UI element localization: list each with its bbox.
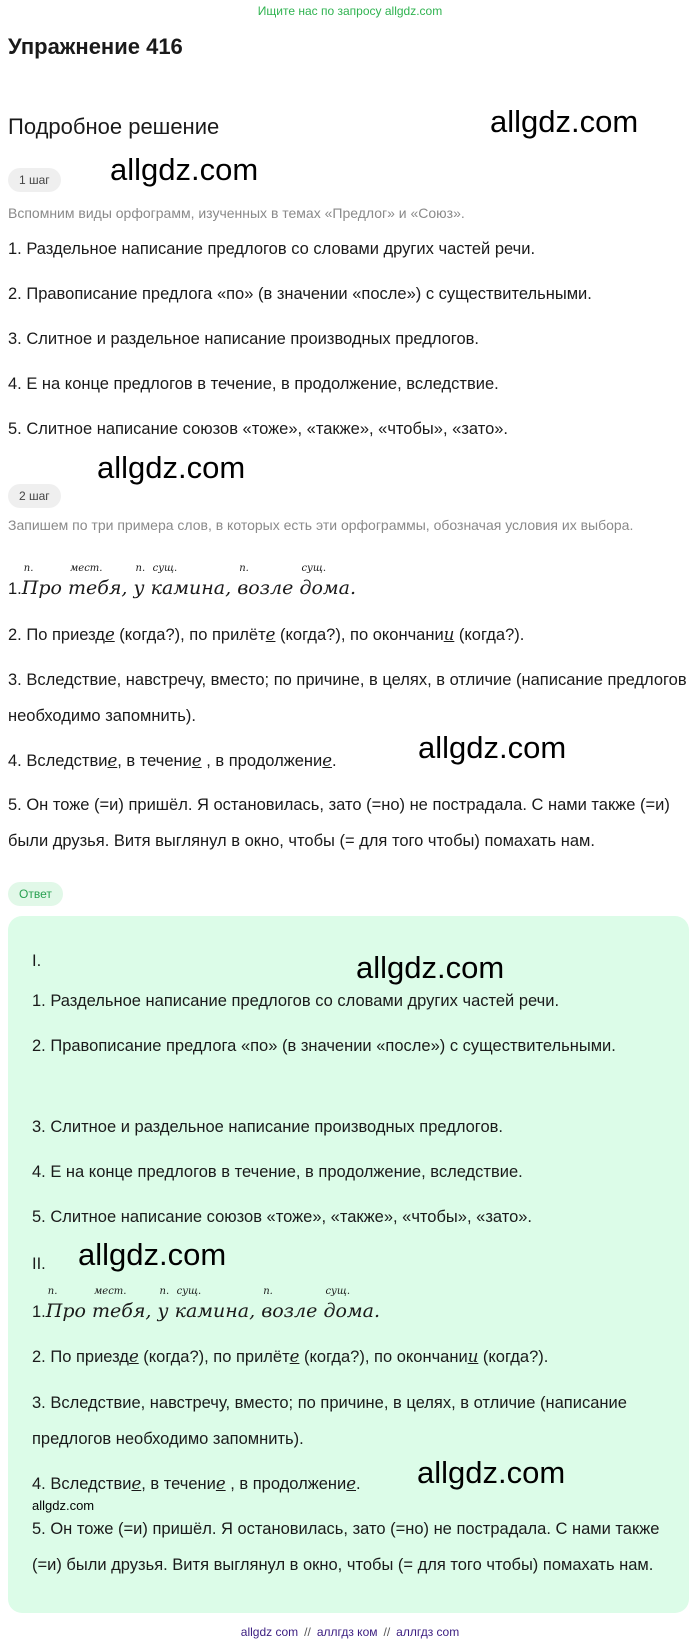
watermark: allgdz.com <box>417 1455 566 1490</box>
answer-item: 4. Е на конце предлогов в течение, в продолжение, вследствие. <box>32 1163 523 1181</box>
word: камина, <box>174 1300 256 1322</box>
step-2-note: Запишем по три примера слов, в которых есть эти орфограммы, обозначая условия их выбора. <box>8 517 634 533</box>
word: дома. <box>299 577 357 599</box>
answer-item: 3. Слитное и раздельное написание производных предлогов. <box>32 1118 503 1136</box>
word: у <box>157 1300 169 1322</box>
step-1-badge: 1 шаг <box>8 168 61 192</box>
watermark: allgdz.com <box>78 1237 227 1272</box>
step-2-badge: 2 шаг <box>8 484 61 508</box>
word: возле <box>237 577 294 599</box>
answer-item-2: 2. По приезде (когда?), по прилёте (когда?), по окончании (когда?). <box>32 1347 549 1366</box>
watermark: allgdz.com <box>356 950 505 985</box>
answer-section-2-label: II. <box>32 1255 46 1273</box>
step-1-item: 4. Е на конце предлогов в течение, в продолжение, вследствие. <box>8 375 499 393</box>
word: тебя, <box>67 577 128 599</box>
part-of-speech-mark: п. <box>47 1286 58 1297</box>
step-1-item: 5. Слитное написание союзов «тоже», «также», «чтобы», «зато». <box>8 420 509 438</box>
watermark: allgdz.com <box>110 152 259 187</box>
step-2-item-3: 3. Вследствие, навстречу, вместо; по причине, в целях, в отличие (написание предлогов необходимо запомнить). <box>8 671 687 725</box>
watermark: allgdz.com <box>32 1498 95 1513</box>
example-number: 1. <box>8 580 22 598</box>
handwritten-example-1 <box>32 1286 381 1322</box>
part-of-speech-mark: п. <box>135 563 146 574</box>
step-2-item-2: 2. По приезде (когда?), по прилёте (когда?), по окончании (когда?). <box>8 625 525 644</box>
part-of-speech-mark: п. <box>159 1286 170 1297</box>
step-1-item: 3. Слитное и раздельное написание производных предлогов. <box>8 330 479 348</box>
watermark: allgdz.com <box>418 730 567 765</box>
step-2-item-4: 4. Вследствие, в течение , в продолжение. <box>8 751 337 770</box>
step-1-item: 2. Правописание предлога «по» (в значении «после») с существительными. <box>8 285 592 303</box>
answer-item-4: 4. Вследствие, в течение , в продолжение. <box>32 1474 361 1493</box>
word: дома. <box>323 1300 381 1322</box>
solution-heading: Подробное решение <box>8 114 220 139</box>
part-of-speech-mark: сущ. <box>152 563 178 574</box>
answer-item-3: 3. Вследствие, навстречу, вместо; по причине, в целях, в отличие (написание предлогов необходимо запомнить). <box>32 1394 627 1448</box>
watermark: allgdz.com <box>97 450 246 485</box>
footer-separator: // <box>304 1625 311 1639</box>
handwritten-example-1 <box>8 563 357 599</box>
word: камина, <box>150 577 232 599</box>
part-of-speech-mark: сущ. <box>301 563 327 574</box>
footer-link[interactable]: аллгдз ком <box>316 1625 378 1639</box>
search-hint-link[interactable]: Ищите нас по запросу allgdz.com <box>257 4 443 18</box>
answer-item-5: 5. Он тоже (=и) пришёл. Я остановилась, зато (=но) не пострадала. С нами также (=и) были друзья. Витя выглянул в окно, чтобы (= для того чтобы) помахать нам. <box>32 1520 660 1574</box>
word: Про <box>21 577 62 599</box>
page-title: Упражнение 416 <box>8 34 183 59</box>
part-of-speech-mark: мест. <box>93 1286 127 1297</box>
watermark: allgdz.com <box>490 104 639 139</box>
answer-section-1-label: I. <box>32 952 42 970</box>
part-of-speech-mark: п. <box>23 563 34 574</box>
footer-link[interactable]: аллгдз com <box>396 1625 460 1639</box>
word: у <box>133 577 145 599</box>
step-2-item-5: 5. Он тоже (=и) пришёл. Я остановилась, зато (=но) не пострадала. С нами также (=и) были друзья. Витя выглянул в окно, чтобы (= для того чтобы) помахать нам. <box>8 796 670 850</box>
part-of-speech-mark: мест. <box>69 563 103 574</box>
step-1-item: 1. Раздельное написание предлогов со словами других частей речи. <box>8 240 536 258</box>
part-of-speech-mark: сущ. <box>176 1286 202 1297</box>
word: возле <box>261 1300 318 1322</box>
footer-links <box>0 1625 700 1639</box>
answer-item: 5. Слитное написание союзов «тоже», «также», «чтобы», «зато». <box>32 1208 533 1226</box>
step-1-note: Вспомним виды орфограмм, изученных в темах «Предлог» и «Союз». <box>8 205 465 221</box>
part-of-speech-mark: сущ. <box>325 1286 351 1297</box>
word: тебя, <box>91 1300 152 1322</box>
footer-separator: // <box>383 1625 391 1639</box>
footer-link[interactable]: allgdz com <box>240 1625 299 1639</box>
word: Про <box>45 1300 86 1322</box>
part-of-speech-mark: п. <box>239 563 249 574</box>
answer-item: 2. Правописание предлога «по» (в значении «после») с существительными. <box>32 1037 616 1055</box>
answer-badge: Ответ <box>8 882 63 906</box>
answer-item: 1. Раздельное написание предлогов со словами других частей речи. <box>32 992 560 1010</box>
part-of-speech-mark: п. <box>263 1286 273 1297</box>
example-number: 1. <box>32 1303 46 1321</box>
